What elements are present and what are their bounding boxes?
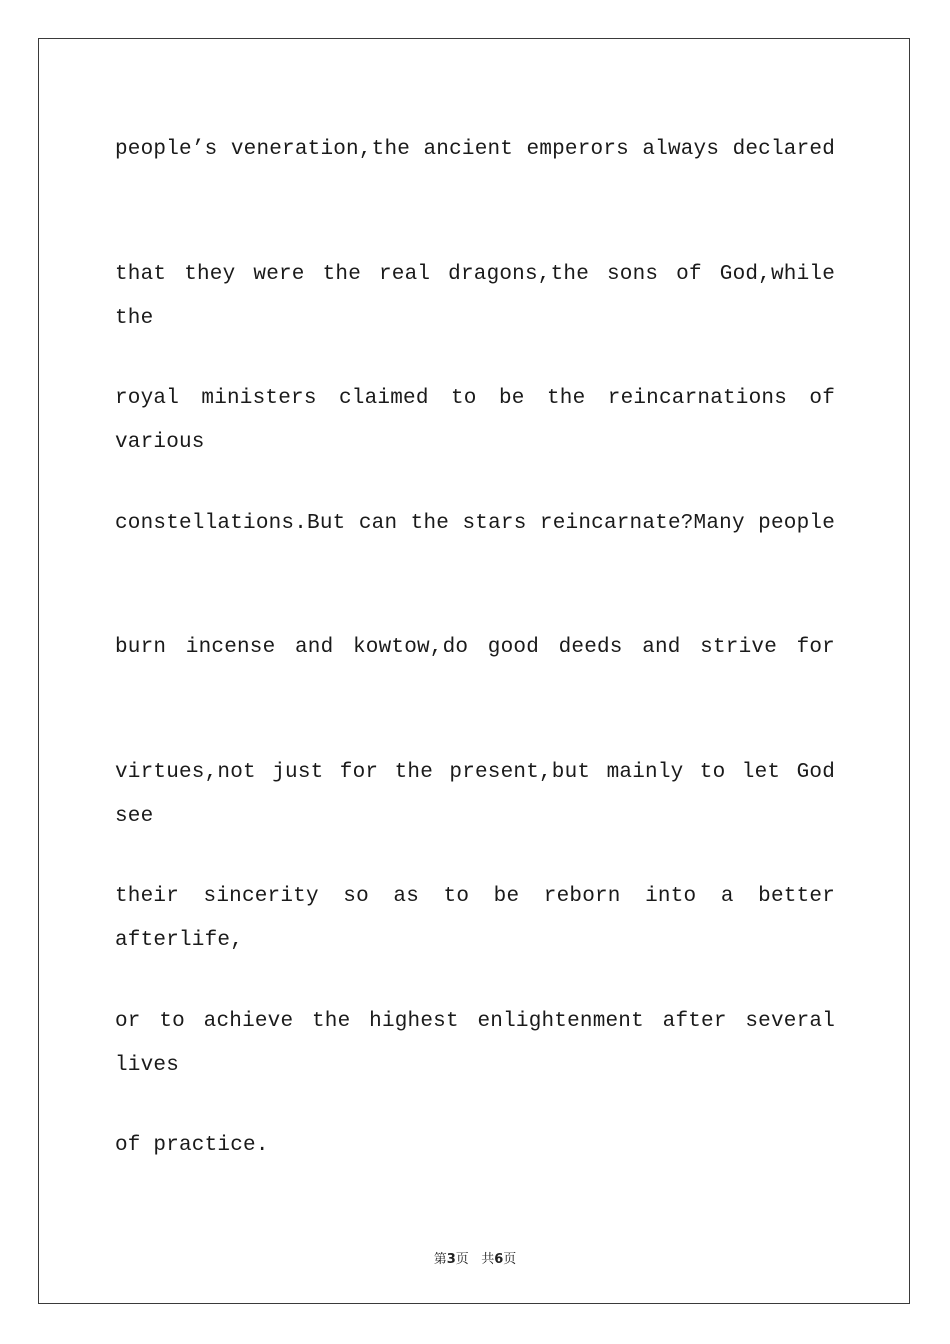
page-suffix: 页 xyxy=(455,1252,469,1267)
current-page-number: 3 xyxy=(446,1252,456,1267)
text-line: constellations.But can the stars reincarnate?Many people xyxy=(115,511,835,535)
total-prefix: 共 xyxy=(481,1252,495,1267)
document-body xyxy=(115,128,835,1249)
text-line: royal ministers claimed to be the reincarnations of various xyxy=(115,387,835,454)
page-prefix: 第 xyxy=(433,1252,447,1267)
text-line: burn incense and kowtow,do good deeds and strive for xyxy=(115,636,835,659)
text-line: their sincerity so as to be reborn into a better afterlife, xyxy=(115,885,835,952)
total-suffix: 页 xyxy=(503,1252,517,1267)
page-footer xyxy=(0,1248,950,1267)
text-line: or to achieve the highest enlightenment after several lives xyxy=(115,1009,835,1077)
text-line: of practice. xyxy=(115,1134,269,1157)
text-line: people’s veneration,the ancient emperors always declared xyxy=(115,138,835,161)
total-pages-number: 6 xyxy=(494,1252,504,1267)
text-line: that they were the real dragons,the sons of God,while the xyxy=(115,262,835,330)
text-line: virtues,not just for the present,but mainly to let God see xyxy=(115,760,835,828)
